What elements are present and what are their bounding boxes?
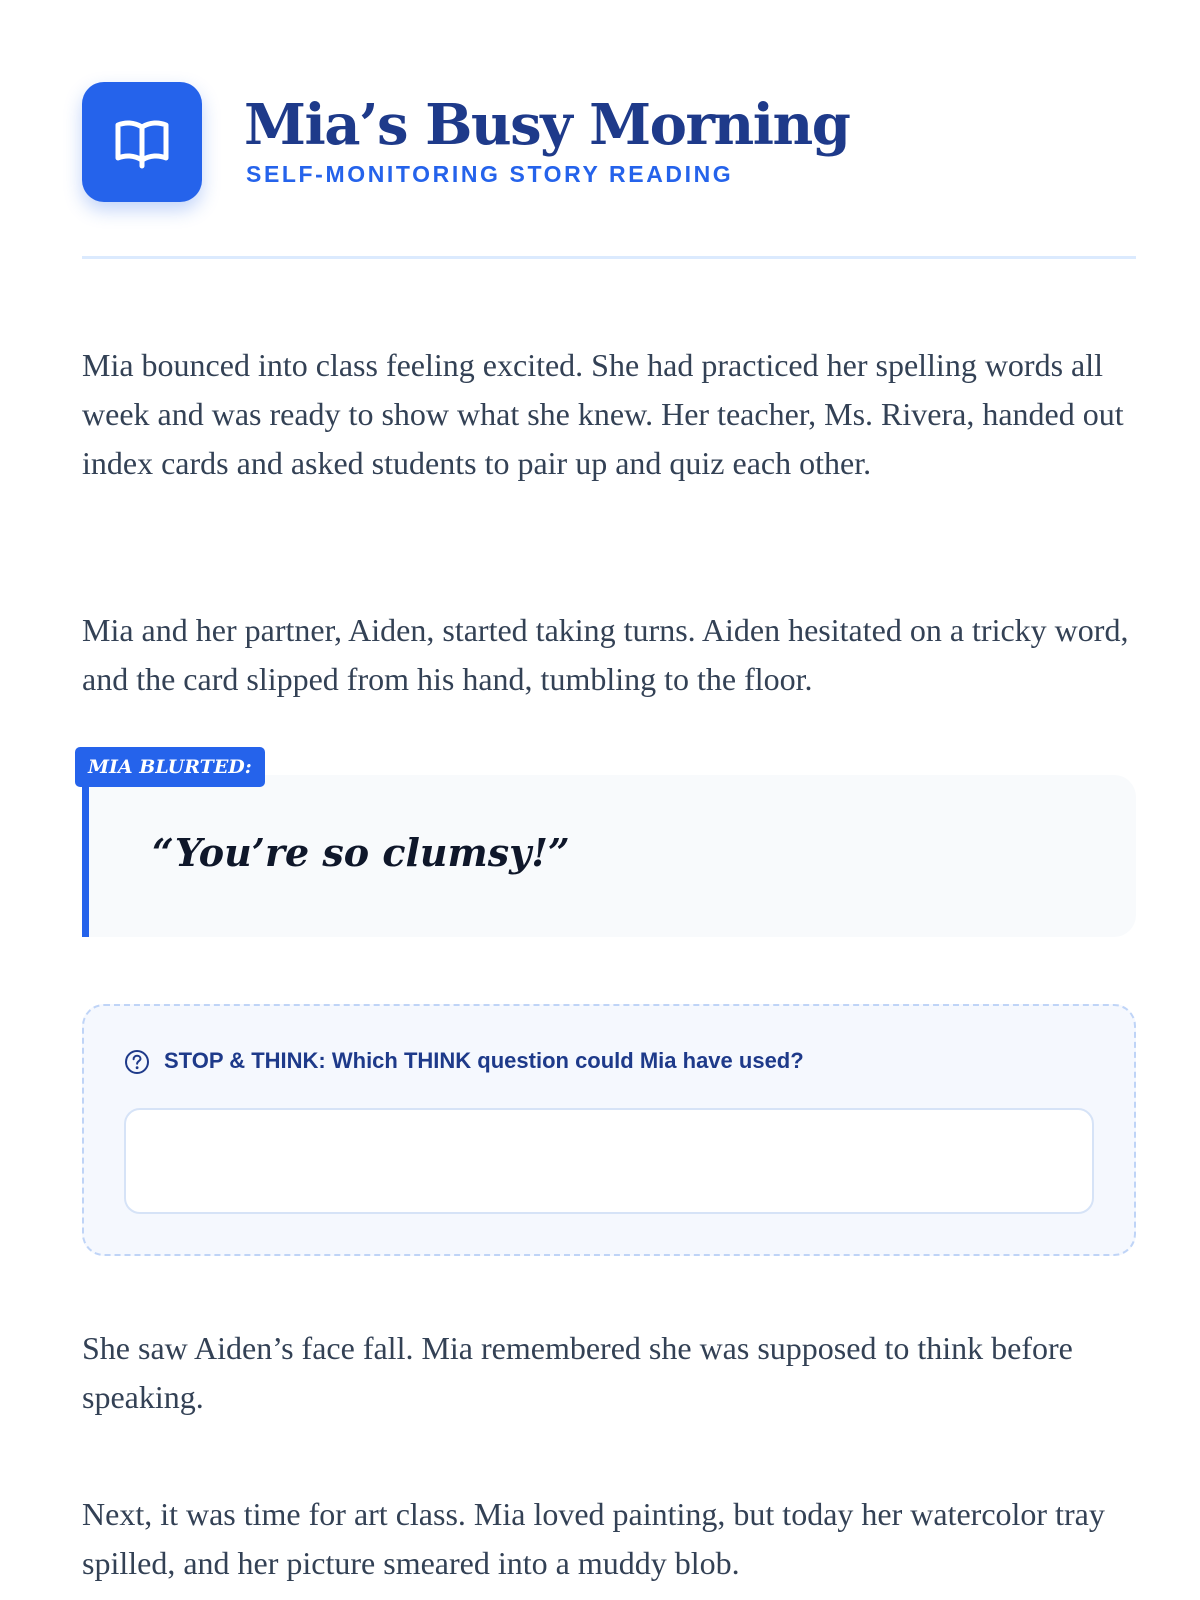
story-paragraph: Mia and her partner, Aiden, started taking turns. Aiden hesitated on a tricky word, and the card slipped from his hand, tumbling to the floor.: [82, 612, 1129, 697]
header-divider: [82, 256, 1136, 259]
blurt-quote: [82, 775, 1136, 937]
question-circle-icon: [124, 1049, 150, 1075]
page-title: Mia’s Busy Morning: [244, 92, 850, 158]
open-book-icon: [110, 110, 174, 174]
story-paragraph: Mia bounced into class feeling excited. She had practiced her spelling words all week and was ready to show what she knew. Her teacher, Ms. Rivera, handed out index cards and asked students to pair up and quiz each other.: [82, 347, 1124, 481]
stop-and-think-label: STOP & THINK: Which THINK question could Mia have used?: [164, 1048, 804, 1073]
story-paragraph: Next, it was time for art class. Mia loved painting, but today her watercolor tray spilled, and her picture smeared into a muddy blob.: [82, 1496, 1105, 1581]
page-subtitle: SELF-MONITORING STORY READING: [246, 161, 734, 187]
app-logo: [82, 82, 202, 202]
think-answer-input[interactable]: [124, 1108, 1094, 1214]
stop-and-think-box: [82, 1004, 1136, 1256]
quote-tag: MIA BLURTED:: [75, 747, 265, 787]
story-paragraph: She saw Aiden’s face fall. Mia remembered she was supposed to think before speaking.: [82, 1330, 1073, 1415]
page-header: [82, 82, 1136, 202]
quote-text: “You’re so clumsy!”: [152, 830, 570, 875]
